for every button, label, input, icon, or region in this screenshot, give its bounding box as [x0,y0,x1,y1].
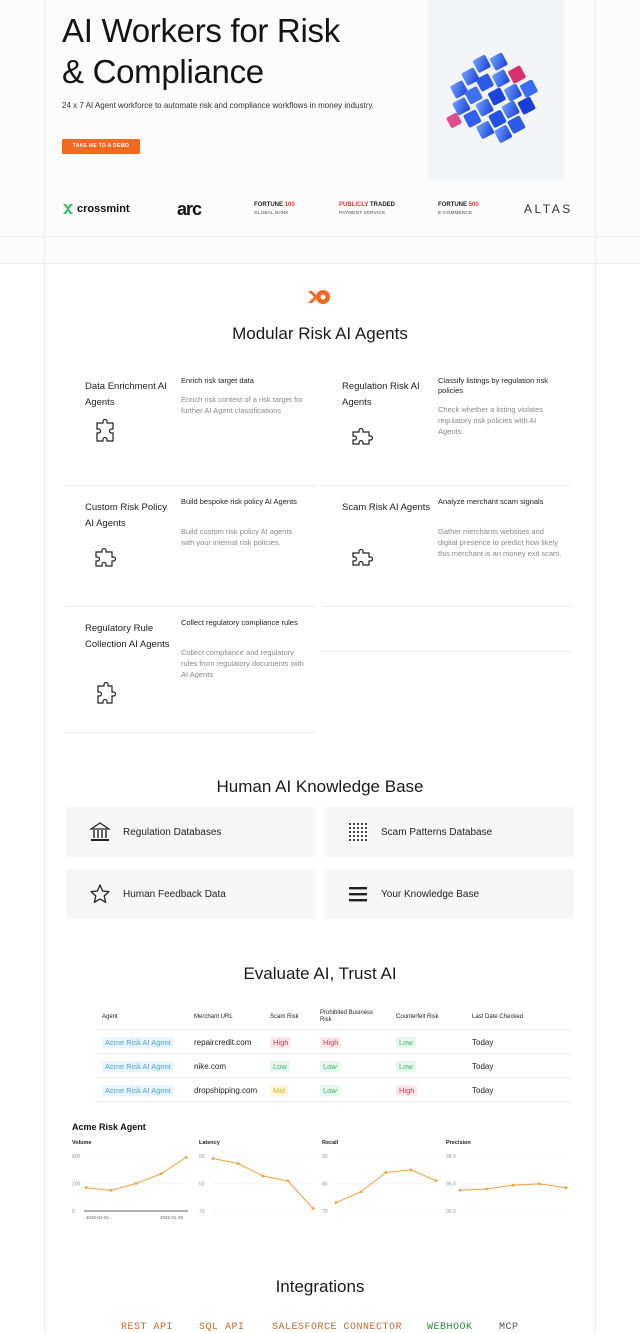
data-point [212,1157,215,1160]
x-tick-label: 2025-01-29 [160,1215,184,1220]
divider [322,485,572,486]
logo-text: 500 [468,202,479,208]
agent-name: Data Enrichment AI Agents [85,381,167,408]
list-icon [347,883,369,905]
logo-text: TRADED [368,202,396,208]
y-tick-label: 90 [322,1154,328,1160]
counterfeit-risk-badge: Low [396,1061,416,1072]
agent-heading: Analyze merchant scam signals [438,497,544,506]
frame-line [595,264,596,1333]
frame-line [44,264,45,1333]
logo-text: FORTUNE [438,202,469,208]
agent-description: Build custom risk policy AI agents with your internal risk policies. [181,527,293,547]
counterfeit-risk-badge: High [396,1085,417,1096]
integration-salesforce[interactable]: SALESFORCE CONNECTOR [272,1322,403,1333]
y-tick-label: 50 [199,1154,205,1160]
data-point [459,1189,462,1192]
agent-heading: Build bespoke risk policy AI Agents [181,497,297,506]
fortune-100-logo [254,196,295,222]
integration-rest-api[interactable]: REST API [121,1322,174,1333]
agent-card[interactable] [65,366,315,486]
guide-line [595,0,596,264]
agent-card[interactable] [322,487,572,607]
y-tick-label: 96.0 [446,1181,456,1188]
data-point [538,1182,541,1185]
customer-logos [62,196,582,222]
x-tick-label: 2025-01-01 [86,1215,110,1220]
knowledge-label: Scam Patterns Database [381,826,493,838]
chart-plot [199,1150,319,1226]
data-point [237,1162,240,1165]
fortune-500-logo [438,196,479,222]
prohibited-risk-badge: Low [320,1085,340,1096]
data-point [287,1180,290,1183]
y-tick-label: 80 [322,1181,328,1188]
metric-chart [446,1140,566,1226]
knowledge-item[interactable] [66,807,316,857]
agent-heading: Collect regulatory compliance rules [181,618,298,627]
evaluate-section-title: Evaluate AI, Trust AI [243,964,397,983]
agent-card[interactable] [322,366,572,486]
knowledge-item[interactable] [324,869,574,919]
logo-text: FORTUNE [254,202,285,208]
hero-subtitle: 24 x 7 AI Agent workforce to automate risk and compliance workflows in money industry. [62,101,374,110]
guide-line [0,236,640,237]
data-point [135,1182,138,1185]
agent-name: Custom Risk Policy AI Agents [85,502,167,529]
hero-title [62,10,402,92]
logo-text: PUBLICLY [339,202,369,208]
hero-cube-illustration [428,0,564,180]
hero-section [0,0,640,264]
grid-icon [347,821,369,843]
chart-plot [322,1150,442,1226]
agent-card[interactable] [65,487,315,607]
data-point [110,1189,113,1192]
data-point [565,1186,568,1189]
data-point [185,1156,188,1159]
y-tick-label: 400 [72,1154,81,1160]
agent-name: Scam Risk AI Agents [342,502,431,513]
data-point [360,1190,363,1193]
agent-card[interactable] [65,608,315,733]
integration-mcp[interactable]: MCP [499,1322,519,1333]
counterfeit-risk-badge: Low [396,1037,416,1048]
metric-chart [199,1140,319,1226]
y-tick-label: 70 [199,1209,205,1215]
series-line [86,1157,186,1190]
merchant-url: repaircredit.com [194,1038,252,1047]
last-checked: Today [472,1086,494,1095]
prohibited-risk-badge: Low [320,1061,340,1072]
crossmint-icon [62,203,74,215]
divider [65,732,315,733]
agents-section-title: Modular Risk AI Agents [232,324,408,343]
crossmint-logo [62,196,130,222]
puzzle-icon [350,546,376,572]
chart-plot [446,1150,572,1226]
y-tick-label: 98.0 [446,1154,456,1160]
star-icon [89,883,111,905]
integration-sql-api[interactable]: SQL API [199,1322,245,1333]
metric-chart [72,1140,192,1226]
scam-risk-badge: High [270,1037,291,1048]
data-point [512,1184,515,1187]
table-row[interactable] [96,1079,572,1102]
column-header: Scam Risk [270,1013,299,1020]
scam-risk-badge: Mid [270,1085,288,1096]
agent-name: Regulatory Rule Collection AI Agents [85,623,170,650]
column-header: Merchant URL [194,1013,233,1020]
chart-label: Recall [322,1140,339,1146]
agent-description: Gather merchants websites and digital presence to predict how likely this merchant is an money exit scam. [438,527,562,558]
y-tick-label: 90.0 [446,1209,456,1215]
brand-logo-icon [307,288,331,306]
data-point [435,1179,438,1182]
metrics-title: Acme Risk Agent [72,1122,146,1132]
logo-text: 100 [284,202,295,208]
bank-icon [89,821,111,843]
divider [65,485,315,486]
divider [65,606,315,607]
table-header [96,1004,572,1030]
integrations-title: Integrations [275,1277,365,1296]
puzzle-icon [93,419,119,445]
data-point [335,1201,338,1204]
agent-tag[interactable]: Acme Risk AI Agent [102,1061,174,1072]
chart-label: Latency [199,1140,220,1146]
puzzle-icon [93,546,119,572]
chart-label: Volume [72,1140,92,1146]
altas-logo: ALTAS [524,202,573,216]
knowledge-label: Your Knowledge Base [381,888,480,900]
logo-text: PAYMENT SERVICE [339,210,386,215]
series-line [336,1170,436,1203]
agent-name: Regulation Risk AI Agents [342,381,420,408]
public-payment-logo [339,196,395,222]
knowledge-item[interactable] [324,807,574,857]
hero-title-line: & Compliance [62,53,264,90]
logo-text: E-COMMERCE [438,210,473,215]
last-checked: Today [472,1038,494,1047]
divider [322,606,572,607]
knowledge-item[interactable] [66,869,316,919]
metric-chart [322,1140,442,1226]
knowledge-label: Human Feedback Data [123,888,226,900]
integration-webhook[interactable]: WEBHOOK [427,1322,473,1333]
chart-plot [72,1150,192,1226]
merchant-url: dropshipping.com [194,1086,258,1095]
arc-logo: arc [177,198,202,219]
y-tick-label: 60 [199,1181,205,1188]
column-header: Agent [102,1013,118,1020]
puzzle-icon [93,682,119,708]
data-point [385,1171,388,1174]
merchant-url: nike.com [194,1062,227,1071]
table-row[interactable] [96,1055,572,1078]
y-tick-label: 70 [322,1209,328,1215]
agent-heading: Classify listings by regulation risk policies [438,376,549,395]
agent-description: Enrich risk context of a risk target for further AI Agent classifications [181,395,303,415]
knowledge-label: Regulation Databases [123,826,222,838]
demo-button[interactable]: TAKE ME TO A DEMO [62,139,140,154]
puzzle-icon [350,425,376,451]
column-header: Last Date Checked [472,1013,524,1020]
prohibited-risk-badge: High [320,1037,341,1048]
agent-description: Check whether a listing violates regulatory risk policies with AI Agents. [438,405,544,436]
data-point [85,1186,88,1189]
scam-risk-badge: Low [270,1061,290,1072]
agent-description: Collect compliance and regulatory rules from regulatory documents with AI Agents [181,648,304,679]
y-tick-label: 200 [72,1181,81,1188]
agent-heading: Enrich risk target data [181,376,254,385]
table-row[interactable] [96,1031,572,1054]
hero-title-line: AI Workers for Risk [62,12,340,49]
data-point [312,1207,315,1210]
divider [322,651,572,652]
y-tick-label: 0 [72,1209,75,1215]
column-header: Counterfeit Risk [396,1013,439,1020]
column-header: Prohibited Business Risk [320,1010,374,1023]
data-point [410,1168,413,1171]
guide-line [44,0,45,264]
logo-text: GLOBAL BANK [254,210,289,215]
last-checked: Today [472,1062,494,1071]
knowledge-section-title: Human AI Knowledge Base [216,777,424,796]
agent-tag[interactable]: Acme Risk AI Agent [102,1085,174,1096]
data-point [262,1175,265,1178]
agent-tag[interactable]: Acme Risk AI Agent [102,1037,174,1048]
crossmint-wordmark: crossmint [77,203,130,215]
data-point [485,1188,488,1191]
chart-label: Precision [446,1140,471,1146]
data-point [160,1172,163,1175]
